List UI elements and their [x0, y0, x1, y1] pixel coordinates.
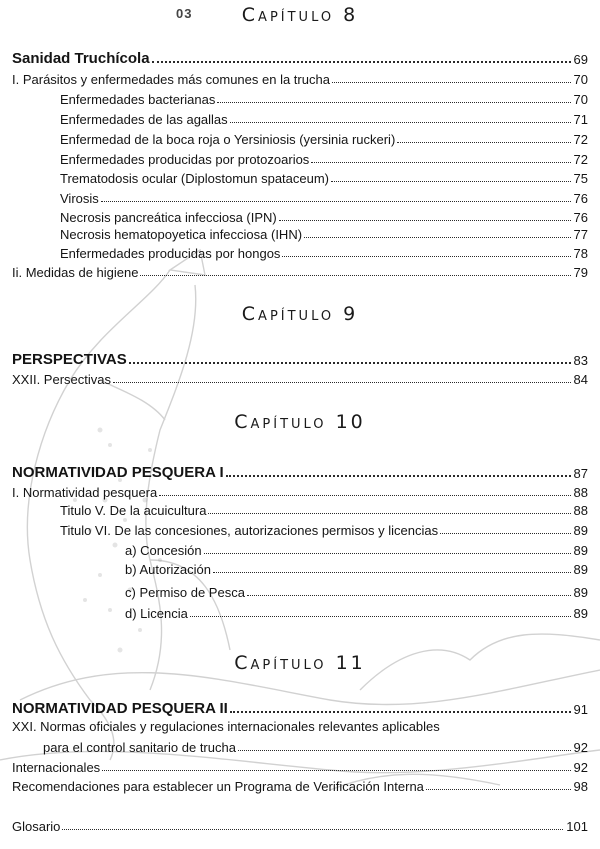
- toc-entry-page: 88: [573, 485, 588, 500]
- leader-dots: [397, 142, 570, 143]
- leader-dots: [101, 201, 571, 202]
- toc-entry[interactable]: [60, 186, 588, 206]
- toc-entry-label: Glosario: [12, 819, 61, 834]
- toc-entry[interactable]: [12, 814, 588, 834]
- toc-entry-page: 92: [573, 740, 588, 755]
- toc-entry-label: a) Concesión: [125, 543, 202, 558]
- toc-entry-page: 71: [573, 112, 588, 127]
- toc-entry[interactable]: [125, 557, 588, 577]
- toc-entry-page: 72: [573, 132, 588, 147]
- toc-entry-label: Ii. Medidas de higiene: [12, 265, 139, 280]
- leader-dots: [440, 533, 570, 534]
- toc-entry[interactable]: [60, 147, 588, 167]
- leader-dots: [152, 61, 571, 63]
- leader-dots: [102, 770, 570, 771]
- toc-entry[interactable]: [60, 498, 588, 518]
- toc-entry[interactable]: [12, 774, 588, 794]
- toc-entry[interactable]: [125, 601, 588, 621]
- chapter-heading: Capítulo 8: [241, 4, 359, 26]
- toc-entry[interactable]: [12, 695, 588, 717]
- toc-entry-page: 89: [573, 606, 588, 621]
- toc-entry-label: c) Permiso de Pesca: [125, 585, 245, 600]
- toc-entry[interactable]: [12, 459, 588, 481]
- leader-dots: [129, 362, 571, 364]
- toc-entry-page: 101: [566, 819, 588, 834]
- toc-entry[interactable]: [12, 346, 588, 368]
- toc-entry[interactable]: [12, 755, 588, 775]
- toc-entry[interactable]: [12, 260, 588, 280]
- toc-entry-label: I. Normatividad pesquera: [12, 485, 158, 500]
- toc-entry-page: 89: [573, 562, 588, 577]
- toc-entry-page: 89: [573, 585, 588, 600]
- toc-entry-label: d) Licencia: [125, 606, 188, 621]
- toc-entry-label: para el control sanitario de trucha: [43, 740, 236, 755]
- toc-entry-page: 84: [573, 372, 588, 387]
- toc-entry-page: 77: [573, 227, 588, 242]
- toc-entry[interactable]: [60, 166, 588, 186]
- toc-entry-page: 87: [573, 466, 588, 481]
- toc-entry-label: XXII. Persectivas: [12, 372, 111, 387]
- leader-dots: [247, 595, 571, 596]
- toc-entry-page: 70: [573, 92, 588, 107]
- chapter-heading: Capítulo 10: [234, 411, 366, 433]
- toc-entry-page: 88: [573, 503, 588, 518]
- toc-entry-label: b) Autorización: [125, 562, 211, 577]
- leader-dots: [190, 616, 571, 617]
- toc-entry[interactable]: [12, 367, 588, 387]
- leader-dots: [113, 382, 571, 383]
- toc-entry[interactable]: [60, 222, 588, 242]
- leader-dots: [311, 162, 570, 163]
- toc-entry-label: Titulo V. De la acuicultura: [60, 503, 207, 518]
- leader-dots: [238, 750, 571, 751]
- toc-entry[interactable]: [60, 127, 588, 147]
- toc-entry-label: Recomendaciones para establecer un Programa de Verificación Interna: [12, 779, 424, 794]
- toc-entry-label: NORMATIVIDAD PESQUERA I: [12, 464, 224, 481]
- toc-entry-page: 91: [573, 702, 588, 717]
- toc-entry-page: 83: [573, 353, 588, 368]
- page-mark: 03: [176, 6, 193, 21]
- toc-entry[interactable]: [12, 480, 588, 500]
- toc-entry[interactable]: [60, 518, 588, 538]
- leader-dots: [213, 572, 571, 573]
- leader-dots: [217, 102, 570, 103]
- leader-dots: [230, 122, 571, 123]
- leader-dots: [230, 711, 571, 713]
- leader-dots: [208, 513, 570, 514]
- toc-entry-label: Necrosis pancreática infecciosa (IPN): [60, 210, 277, 225]
- toc-entry-label: Sanidad Truchícola: [12, 50, 150, 67]
- leader-dots: [279, 220, 571, 221]
- leader-dots: [332, 82, 571, 83]
- toc-entry-label: I. Parásitos y enfermedades más comunes en la trucha: [12, 72, 330, 87]
- leader-dots: [226, 475, 571, 477]
- toc-entry-label: Enfermedades producidas por hongos: [60, 246, 281, 261]
- toc-entry-label: XXI. Normas oficiales y regulaciones internacionales relevantes aplicables: [12, 719, 440, 734]
- toc-entry-page: 69: [573, 52, 588, 67]
- toc-entry-page: 70: [573, 72, 588, 87]
- toc-entry-label: Virosis: [60, 191, 99, 206]
- toc-entry-label: NORMATIVIDAD PESQUERA II: [12, 700, 228, 717]
- toc-entry-label: Enfermedades bacterianas: [60, 92, 216, 107]
- leader-dots: [140, 275, 570, 276]
- toc-entry[interactable]: [60, 87, 588, 107]
- toc-entry-label: Trematodosis ocular (Diplostomun spataceum): [60, 171, 330, 186]
- toc-entry[interactable]: [12, 45, 588, 67]
- toc-entry-page: 76: [573, 210, 588, 225]
- toc-entry-page: 98: [573, 779, 588, 794]
- toc-entry[interactable]: [60, 241, 588, 261]
- toc-entry-label: Titulo VI. De las concesiones, autorizaciones permisos y licencias: [60, 523, 439, 538]
- toc-entry[interactable]: [60, 107, 588, 127]
- toc-entry[interactable]: [43, 735, 588, 755]
- leader-dots: [159, 495, 570, 496]
- toc-entry-label: Enfermedad de la boca roja o Yersiniosis (yersinia ruckeri): [60, 132, 396, 147]
- chapter-heading: Capítulo 11: [234, 652, 366, 674]
- toc-entry-label: Enfermedades producidas por protozoarios: [60, 152, 310, 167]
- chapter-heading: Capítulo 9: [241, 303, 359, 325]
- toc-entry[interactable]: [125, 580, 588, 600]
- toc-entry[interactable]: [12, 67, 588, 87]
- leader-dots: [204, 553, 571, 554]
- leader-dots: [282, 256, 570, 257]
- toc-entry-label: Enfermedades de las agallas: [60, 112, 228, 127]
- leader-dots: [62, 829, 563, 830]
- toc-entry[interactable]: [125, 538, 588, 558]
- leader-dots: [304, 237, 570, 238]
- toc-entry-page: 76: [573, 191, 588, 206]
- toc-entry-label: Necrosis hematopoyetica infecciosa (IHN): [60, 227, 303, 242]
- toc-entry-page: 72: [573, 152, 588, 167]
- leader-dots: [426, 789, 571, 790]
- toc-entry-page: 89: [573, 523, 588, 538]
- toc-entry-page: 78: [573, 246, 588, 261]
- toc-entry-page: 79: [573, 265, 588, 280]
- toc-entry-page: 89: [573, 543, 588, 558]
- toc-entry-label: PERSPECTIVAS: [12, 351, 127, 368]
- toc-entry-page: 75: [573, 171, 588, 186]
- toc-entry-label: Internacionales: [12, 760, 101, 775]
- toc-entry-page: 92: [573, 760, 588, 775]
- leader-dots: [331, 181, 571, 182]
